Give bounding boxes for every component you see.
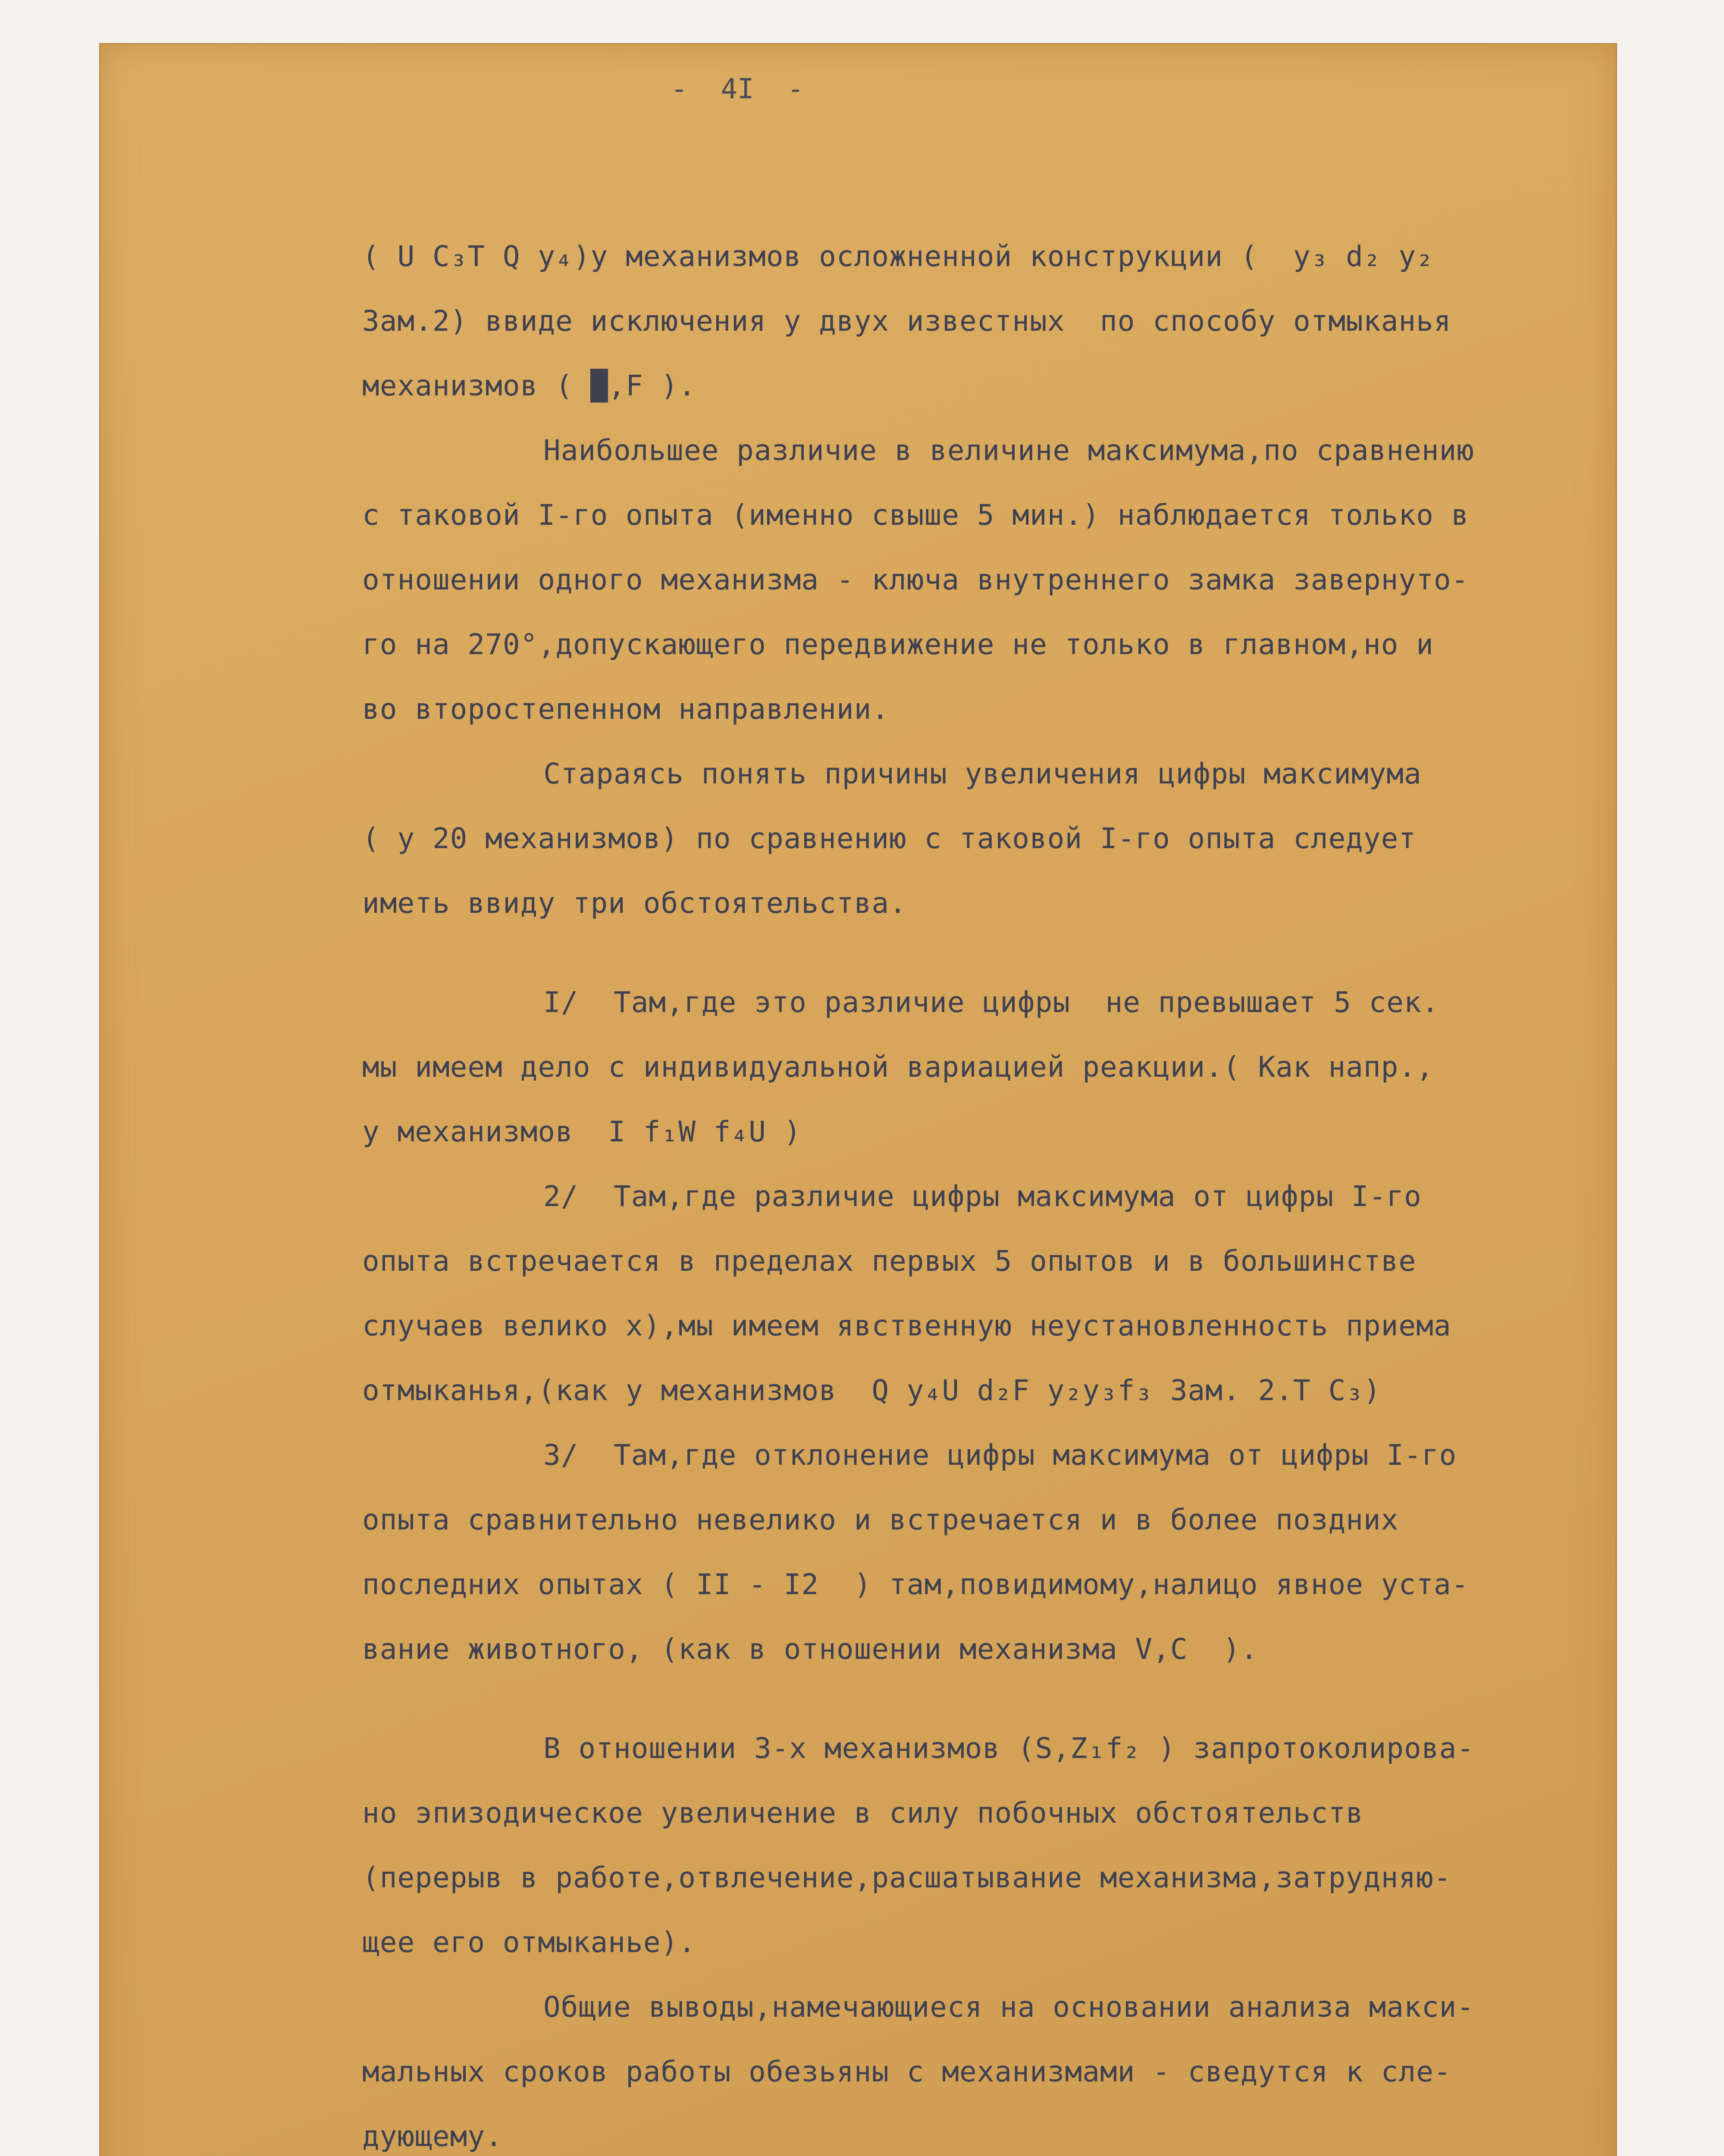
text-line: щее его отмыканье). bbox=[362, 1926, 696, 1959]
text-line: отмыканья,(как у механизмов Q y₄U d₂F y₂y₃f₃ Зам. 2.Т C₃) bbox=[362, 1374, 1381, 1407]
page-number: - 4I - bbox=[671, 73, 804, 105]
text-line: опыта сравнительно невелико и встречается и в более поздних bbox=[362, 1503, 1399, 1536]
text-line: (перерыв в работе,отвлечение,расшатывание механизма,затрудняю- bbox=[362, 1861, 1451, 1894]
spacer bbox=[362, 936, 1591, 970]
text-line: вание животного, (как в отношении механизма V,C ). bbox=[362, 1633, 1258, 1666]
text-line: го на 270°,допускающего передвижение не только в главном,но и bbox=[362, 628, 1434, 661]
text-line: Стараясь понять причины увеличения цифры максимума bbox=[543, 757, 1422, 790]
text-line: В отношении 3-х механизмов (S,Z₁f₂ ) запротоколирова- bbox=[543, 1732, 1474, 1765]
text-line: 3/ Там,где отклонение цифры максимума от цифры I-го bbox=[543, 1438, 1457, 1472]
text-line: с таковой I-го опыта (именно свыше 5 мин.) наблюдается только в bbox=[362, 498, 1469, 532]
text-line: во второстепенном направлении. bbox=[362, 693, 890, 726]
text-line: Общие выводы,намечающиеся на основании анализа макси- bbox=[543, 1990, 1474, 2024]
text-line: дующему. bbox=[362, 2120, 503, 2153]
text-line: опыта встречается в пределах первых 5 опытов и в большинстве bbox=[362, 1244, 1417, 1278]
text-line: отношении одного механизма - ключа внутреннего замка завернуто- bbox=[362, 563, 1469, 596]
text-line: ( у 20 механизмов) по сравнению с таковой I-го опыта следует bbox=[362, 822, 1417, 855]
text-line: I/ Там,где это различие цифры не превышает 5 сек. bbox=[543, 986, 1439, 1019]
text-line: 2/ Там,где различие цифры максимума от цифры I-го bbox=[543, 1180, 1422, 1213]
text-line: Зам.2) ввиде исключения у двух известных по способу отмыканья bbox=[362, 304, 1451, 338]
text-line: случаев велико x),мы имеем явственную неустановленность приема bbox=[362, 1309, 1451, 1342]
text-line: мальных сроков работы обезьяны с механизмами - сведутся к сле- bbox=[362, 2055, 1451, 2088]
body-text bbox=[362, 224, 1591, 2156]
text-line: иметь ввиду три обстоятельства. bbox=[362, 887, 907, 920]
text-line: механизмов ( █,F ). bbox=[362, 369, 696, 402]
text-line: мы имеем дело с индивидуальной вариацией реакции.( Как напр., bbox=[362, 1050, 1434, 1084]
text-line: но эпизодическое увеличение в силу побочных обстоятельств bbox=[362, 1796, 1364, 1830]
text-line: у механизмов I f₁W f₄U ) bbox=[362, 1115, 802, 1148]
text-line: Наибольшее различие в величине максимума,по сравнению bbox=[543, 434, 1474, 467]
text-line: последних опытах ( II - I2 ) там,повидимому,налицо явное уста- bbox=[362, 1568, 1469, 1601]
spacer bbox=[362, 1682, 1591, 1716]
text-line: ( U C₃T Q y₄)у механизмов осложненной конструкции ( y₃ d₂ y₂ bbox=[362, 240, 1434, 273]
